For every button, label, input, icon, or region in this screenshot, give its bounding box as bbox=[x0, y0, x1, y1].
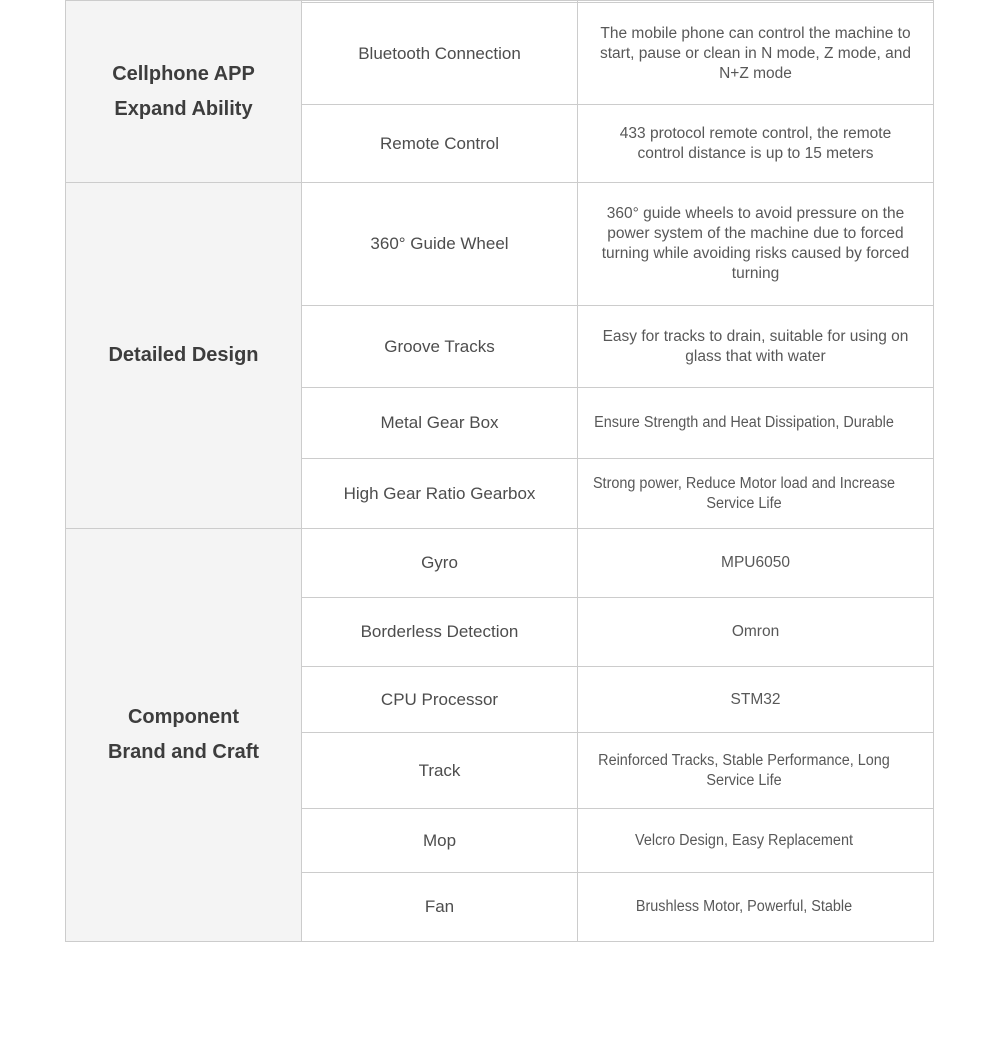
feature-description: Reinforced Tracks, Stable Performance, Long Service Life bbox=[597, 751, 890, 789]
feature-description: Easy for tracks to drain, suitable for using on glass that with water bbox=[602, 327, 909, 365]
feature-name-cell bbox=[302, 733, 578, 809]
feature-name: 360° Guide Wheel bbox=[370, 234, 509, 253]
feature-name-cell bbox=[302, 598, 578, 667]
feature-name-cell bbox=[302, 388, 578, 459]
feature-description-cell bbox=[578, 183, 934, 306]
feature-description-cell bbox=[578, 733, 934, 809]
feature-description: Strong power, Reduce Motor load and Increase Service Life bbox=[592, 474, 895, 512]
feature-description-cell bbox=[578, 105, 934, 183]
feature-name: Fan bbox=[424, 897, 455, 916]
feature-name: Borderless Detection bbox=[360, 622, 519, 641]
category-label-line: Detailed Design bbox=[108, 344, 259, 366]
category-label-line: Brand and Craft bbox=[107, 741, 260, 763]
feature-description-cell bbox=[578, 3, 934, 105]
feature-name: Bluetooth Connection bbox=[358, 43, 521, 63]
feature-description: Velcro Design, Easy Replacement bbox=[634, 831, 853, 849]
feature-description: The mobile phone can control the machine to start, pause or clean in N mode, Z mode, and N+Z mode bbox=[599, 24, 912, 82]
feature-name-cell bbox=[302, 3, 578, 105]
feature-name: Groove Tracks bbox=[384, 336, 495, 356]
feature-description-cell bbox=[578, 809, 934, 873]
feature-name-cell bbox=[302, 306, 578, 388]
feature-name: Metal Gear Box bbox=[380, 413, 499, 432]
feature-name: Track bbox=[418, 760, 461, 780]
feature-name-cell bbox=[302, 873, 578, 942]
feature-description-cell bbox=[578, 459, 934, 529]
feature-description: MPU6050 bbox=[721, 554, 790, 571]
feature-name-cell bbox=[302, 529, 578, 598]
section-category-cell-component-brand bbox=[66, 529, 302, 942]
feature-description-cell bbox=[578, 529, 934, 598]
section-category-cell-cellphone-app bbox=[66, 1, 302, 183]
feature-description: Omron bbox=[731, 623, 780, 640]
feature-description-cell bbox=[578, 598, 934, 667]
feature-description-cell bbox=[578, 388, 934, 459]
spec-row-guide-wheel bbox=[66, 183, 934, 306]
feature-description: 360° guide wheels to avoid pressure on the power system of the machine due to forced turning while avoiding risks caused by forced turning bbox=[601, 205, 910, 282]
feature-description-cell bbox=[578, 873, 934, 942]
feature-name-cell bbox=[302, 667, 578, 733]
feature-name-cell bbox=[302, 105, 578, 183]
feature-name: CPU Processor bbox=[380, 689, 499, 709]
spec-table bbox=[65, 0, 934, 942]
feature-name-cell bbox=[302, 809, 578, 873]
feature-name: Remote Control bbox=[379, 133, 500, 153]
feature-description: 433 protocol remote control, the remote control distance is up to 15 meters bbox=[619, 124, 892, 162]
category-label-line: Expand Ability bbox=[114, 97, 253, 120]
spec-row-gyro bbox=[66, 529, 934, 598]
section-category-cell-detailed-design bbox=[66, 183, 302, 529]
feature-description: Ensure Strength and Heat Dissipation, Durable bbox=[593, 414, 894, 431]
feature-description-cell bbox=[578, 306, 934, 388]
feature-name: High Gear Ratio Gearbox bbox=[343, 483, 536, 503]
feature-name: Gyro bbox=[421, 553, 458, 572]
feature-name-cell bbox=[302, 459, 578, 529]
feature-description: STM32 bbox=[730, 690, 781, 708]
category-label-line: Component bbox=[127, 706, 240, 728]
feature-description-cell bbox=[578, 667, 934, 733]
feature-name-cell bbox=[302, 183, 578, 306]
feature-name: Mop bbox=[422, 830, 457, 850]
feature-description: Brushless Motor, Powerful, Stable bbox=[635, 898, 852, 915]
category-label-line: Cellphone APP bbox=[112, 62, 255, 85]
